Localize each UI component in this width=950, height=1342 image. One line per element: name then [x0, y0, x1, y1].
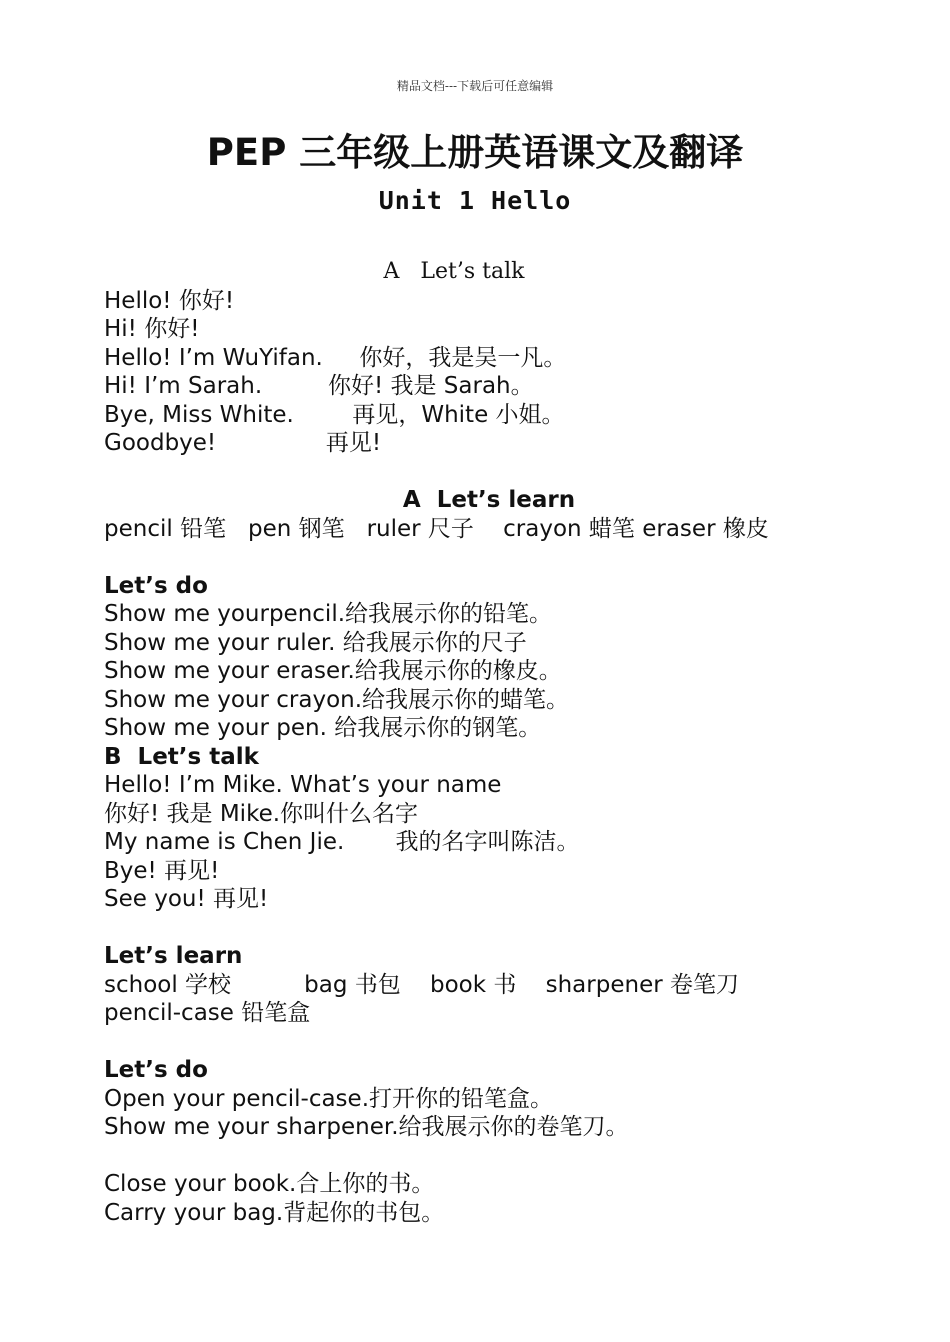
section-heading: A Let’s talk [383, 259, 525, 284]
dialogue-line: Hello! I’m WuYifan. 你好，我是吴一凡。 [104, 344, 567, 371]
dialogue-line: Hello! 你好! [104, 287, 235, 314]
spacer [104, 543, 904, 572]
spacer [104, 1028, 904, 1057]
instruction-line: Show me your eraser.给我展示你的橡皮。 [104, 658, 562, 684]
section-heading: Let’s do [104, 572, 208, 599]
vocabulary-line: pencil 铅笔 pen 钢笔 ruler 尺子 crayon 蜡笔 eraser 橡皮 [104, 515, 769, 542]
dialogue-line: My name is Chen Jie. 我的名字叫陈洁。 [104, 829, 580, 855]
vocabulary-line: pencil-case 铅笔盒 [104, 1000, 311, 1026]
unit-heading: Unit 1 Hello [378, 186, 572, 215]
section-heading: Let’s do [104, 1057, 208, 1083]
instruction-line: Show me your crayon.给我展示你的蜡笔。 [104, 686, 570, 713]
dialogue-line: Hi! I’m Sarah. 你好! 我是 Sarah。 [104, 373, 534, 399]
dialogue-line: See you! 再见! [104, 886, 269, 912]
spacer [104, 1142, 904, 1171]
dialogue-line: Hello! I’m Mike. What’s your name [104, 772, 502, 798]
dialogue-line: Goodbye! 再见! [104, 430, 382, 456]
instruction-line: Show me your pen. 给我展示你的钢笔。 [104, 715, 542, 741]
instruction-line: Show me your sharpener.给我展示你的卷笔刀。 [104, 1114, 629, 1140]
section-heading: B Let’s talk [104, 743, 259, 770]
instruction-line: Show me your ruler. 给我展示你的尺子 [104, 629, 527, 656]
vocabulary-line: school 学校 bag 书包 book 书 sharpener 卷笔刀 [104, 971, 739, 998]
section-heading: Let’s learn [104, 943, 243, 969]
document-body [104, 258, 904, 1227]
dialogue-line: Hi! 你好! [104, 316, 200, 342]
instruction-line: Open your pencil-case.打开你的铅笔盒。 [104, 1085, 554, 1112]
dialogue-line: Bye! 再见! [104, 857, 220, 884]
dialogue-line: 你好! 我是 Mike.你叫什么名字 [104, 800, 419, 827]
instruction-line: Carry your bag.背起你的书包。 [104, 1199, 445, 1226]
section-heading: A Let’s learn [402, 487, 576, 513]
instruction-line: Close your book.合上你的书。 [104, 1171, 435, 1197]
spacer [104, 914, 904, 943]
instruction-line: Show me yourpencil.给我展示你的铅笔。 [104, 601, 553, 627]
dialogue-line: Bye, Miss White. 再见，White 小姐。 [104, 401, 565, 428]
document-header: 精品文档---下载后可任意编辑 [396, 79, 554, 93]
page-title: PEP 三年级上册英语课文及翻译 [206, 131, 744, 174]
spacer [104, 458, 904, 487]
